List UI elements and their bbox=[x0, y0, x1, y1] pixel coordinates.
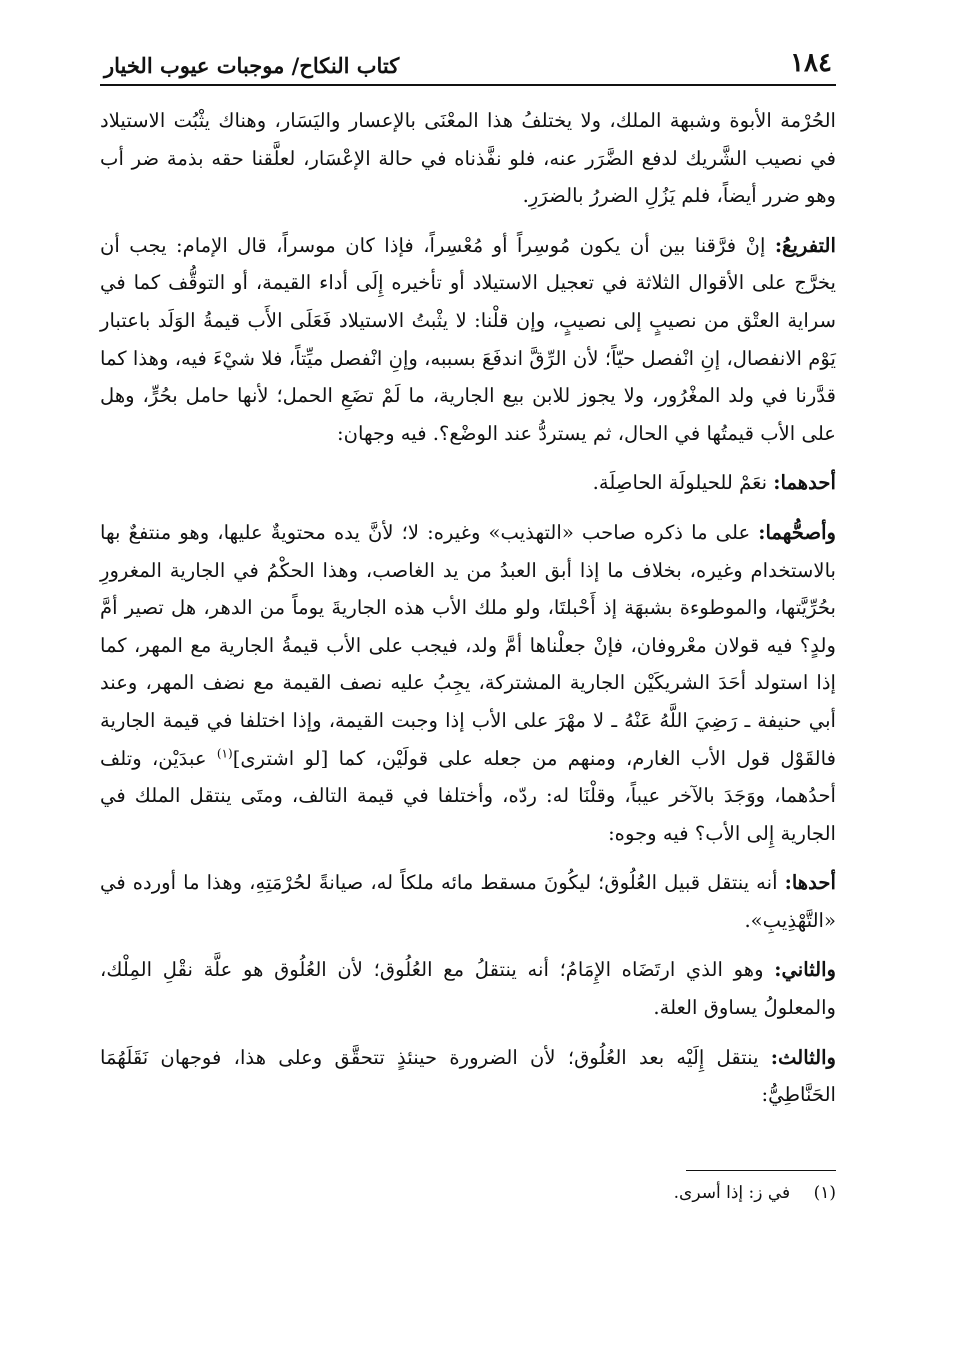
paragraph-lead: التفريعُ: bbox=[774, 233, 836, 257]
footnote-text: في ز: إذا أسرى. bbox=[673, 1182, 791, 1203]
paragraph-text: وهو الذي ارتَضَاه الإِمَامُ؛ أنه ينتقلُ مع العُلُوق؛ لأن العُلُوق هو علَّة نقْلِ المِلْك، والمعلولُ يساوق العلة. bbox=[100, 958, 836, 1020]
paragraph-lead: أحدها: bbox=[784, 871, 836, 895]
paragraph-lead: أحدهما: bbox=[773, 471, 836, 495]
paragraph-5 bbox=[100, 864, 836, 939]
paragraph-4 bbox=[100, 514, 836, 852]
paragraph-1 bbox=[100, 102, 836, 215]
footnote bbox=[100, 1183, 836, 1203]
footnote-number: (١) bbox=[813, 1182, 836, 1203]
paragraph-text: إنْ فرَّقنا بين أن يكون مُوسِراً أو مُعْسِراً، فإذا كان موسراً، قال الإمام: يجب أن يخرَّج على الأقوال الثلاثة في تعجيل الاستيلاد أو تأخيره إِلَى أداء القيمة، أو التوقُّف كما في سراية العتْق من نصيبٍ إلى نصيبٍ، وإن قلْنا: لا يثْبتُ الاستيلاد فَعَلَى الأَب قيمةُ الوَلَد باعتبار يَوْم الانفصال، إنِ انْفصل حيّاً؛ لأن الرِّقَّ اندفَعَ بسببه، وإنِ انْفصل ميِّتاً، فلا شيْءَ فيه، وهذا كما قدَّرنا في ولد المغْرُور، ولا يجوز للابن بيع الجارية، ما لَمْ تضَعِ الحمل؛ لأنها حامل بحُرٍّ، وهل على الأب قيمتُها في الحال، ثم يستردُّ عند الوضْع؟. فيه وجهان: bbox=[100, 233, 836, 445]
paragraph-2 bbox=[100, 227, 836, 453]
paragraph-lead: وأصحُّهما: bbox=[758, 520, 836, 544]
paragraph-3 bbox=[100, 464, 836, 502]
paragraph-lead: والثاني: bbox=[774, 958, 836, 982]
paragraph-text-tail: عبدَيْن، وتلف أحدُهما، ووَجَدَ بالآخر عيباً، وقلْنَا له: ردّه، وأختلفا في قيمة التالف، ومتَى ينتقل الملك في الجارية إِلى الأب؟ فيه وجوه: bbox=[100, 746, 836, 845]
paragraph-text: الحُرْمة الأبوة وشبهة الملك، ولا يختلفُ هذا المعْنَى بالإعسار واليَسَار، وهناك يثْبُت الاستيلاد في نصيب الشَّريك لدفع الضَّرَر عنه، فلو نفَّذناه في حالة الإعْسَار، لعلَّقنا حقه بذمة ضر أب وهو ضرر أيضاً، فلم يَزُلِ الضررُ بالضرَرِ. bbox=[100, 109, 836, 208]
page-number: ١٨٤ bbox=[790, 48, 832, 78]
paragraph-text: أنه ينتقل قبيل العُلُوق؛ ليكُونَ مسقط مائه ملكاً له، صيانةً لحُرْمَتِهِ، وهذا ما أورده في «التَّهْذِيبِ». bbox=[100, 871, 836, 932]
paragraph-lead: والثالث: bbox=[770, 1045, 836, 1069]
paragraph-text: على ما ذكره صاحب «التهذيب» وغيره: لا؛ لأنَّ يده محتويةٌ عليها، وهو منتفعٌ بها بالاستخدام وغيره، بخلاف ما إذا أبق العبدُ من يد الغاصب، وهذا الحكْمُ في الجارية المغرورِ بحُرِّيَّتها، والموطوءة بشبهَة إذ أَحْبلتَا، ولو ملك الأب هذه الجاريةَ يوماً من الدهر، هل تصير أمَّ ولدٍ؟ فيه قولان معْروفان، فإنْ جعلْناها أمَّ ولد، فيجب على الأب قيمةُ الجارية مع المهر، كما إذا استولد أحَدَ الشريكَيْن الجارية المشتركة، يجِبُ عليه نصف القيمة مع نضف المهر، وعند أبي حنيفة ـ رَضِيَ اللَّهُ عَنْهُ ـ لا مهْرَ على الأب إذا وجبت القيمة، وإذا اختلفا في قيمة الجارية فالقَوْل قول الأب الغارم، ومنهم من جعله على قولَيْن، كما [لو اشترى] bbox=[100, 520, 836, 770]
paragraph-7 bbox=[100, 1039, 836, 1114]
paragraph-text: ينتقل إِلَيْه بعد العُلُوق؛ لأن الضرورة حينئذٍ تتحقَّق وعلى هذا، فوجهان نَقَلَهُمَا الحَنَّاطِيُّ: bbox=[100, 1045, 836, 1107]
footnote-divider bbox=[686, 1170, 836, 1171]
paragraph-text: نعَمْ للحيلولَة الحاصِلَة. bbox=[592, 471, 768, 495]
page-header bbox=[100, 34, 836, 86]
running-title: كتاب النكاح/ موجبات عيوب الخيار bbox=[104, 53, 400, 78]
page-body bbox=[100, 102, 836, 1114]
paragraph-6 bbox=[100, 951, 836, 1026]
footnote-marker: (١) bbox=[216, 745, 233, 760]
